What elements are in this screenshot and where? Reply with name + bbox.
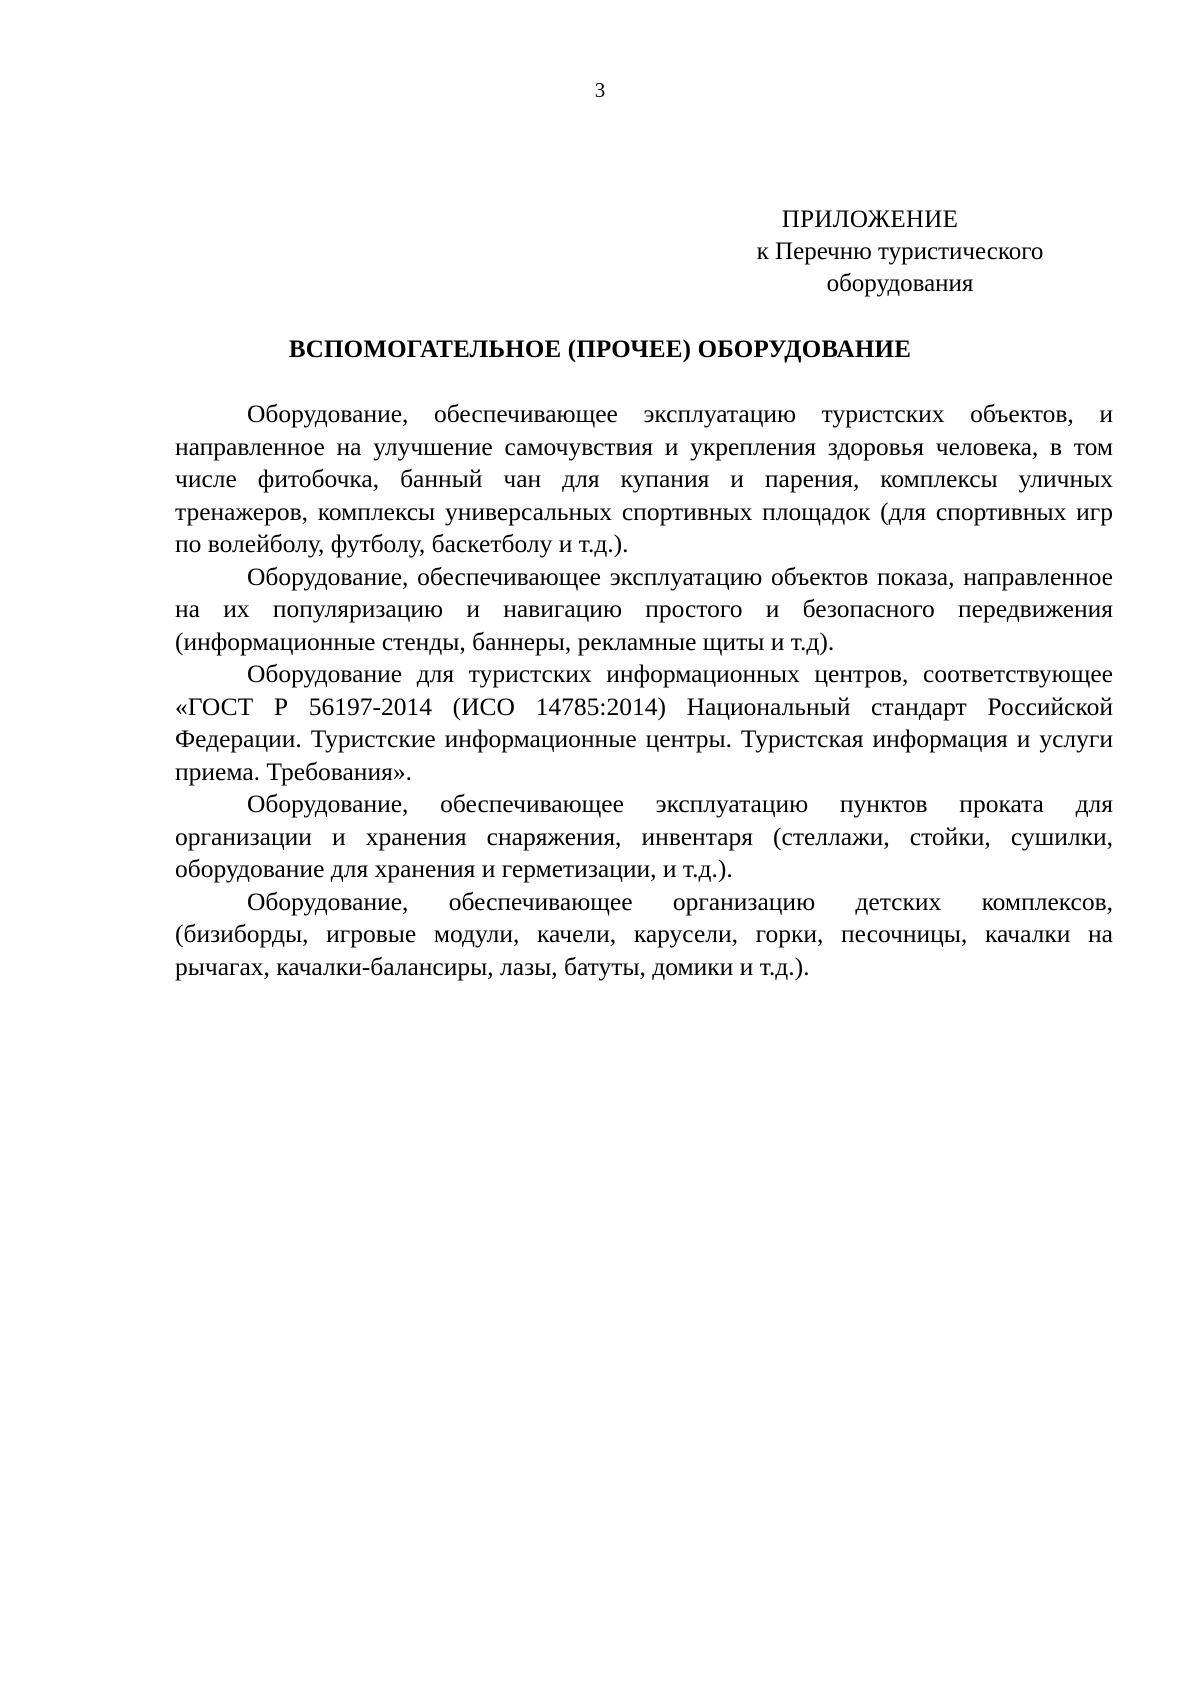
- paragraph-5: Оборудование, обеспечивающее организацию детских комплексов, (бизиборды, игровые модули, качели, карусели, горки, песочницы, качалки на рычагах, качалки-балансиры, лазы, батуты, домики и т.д.).: [175, 886, 1113, 981]
- document-body: [175, 398, 1113, 983]
- page-number: 3: [594, 78, 606, 102]
- appendix-title: ПРИЛОЖЕНИЕ: [781, 206, 959, 233]
- document-heading: ВСПОМОГАТЕЛЬНОЕ (ПРОЧЕЕ) ОБОРУДОВАНИЕ: [288, 336, 912, 363]
- appendix-line-1: к Перечню туристического: [756, 238, 1044, 265]
- paragraph-3: Оборудование для туристских информационных центров, соответствующее «ГОСТ Р 56197-2014 (ИСО 14785:2014) Национальный стандарт Российской Федерации. Туристские информационные центры. Туристская информация и услуги приема. Требования».: [175, 659, 1113, 786]
- appendix-line-2: оборудования: [826, 270, 974, 297]
- paragraph-1: Оборудование, обеспечивающее эксплуатацию туристских объектов, и направленное на улучшение самочувствия и укрепления здоровья человека, в том числе фитобочка, банный чан для купания и парения, комплексы уличных тренажеров, комплексы универсальных спортивных площадок (для спортивных игр по волейболу, футболу, баскетболу и т.д.).: [175, 399, 1113, 558]
- appendix-reference: [690, 204, 1110, 300]
- paragraph-4: Оборудование, обеспечивающее эксплуатацию пунктов проката для организации и хранения снаряжения, инвентаря (стеллажи, стойки, сушилки, оборудование для хранения и герметизации, и т.д.).: [175, 789, 1113, 883]
- paragraph-2: Оборудование, обеспечивающее эксплуатацию объектов показа, направленное на их популяризацию и навигацию простого и безопасного передвижения (информационные стенды, баннеры, рекламные щиты и т.д).: [175, 561, 1113, 656]
